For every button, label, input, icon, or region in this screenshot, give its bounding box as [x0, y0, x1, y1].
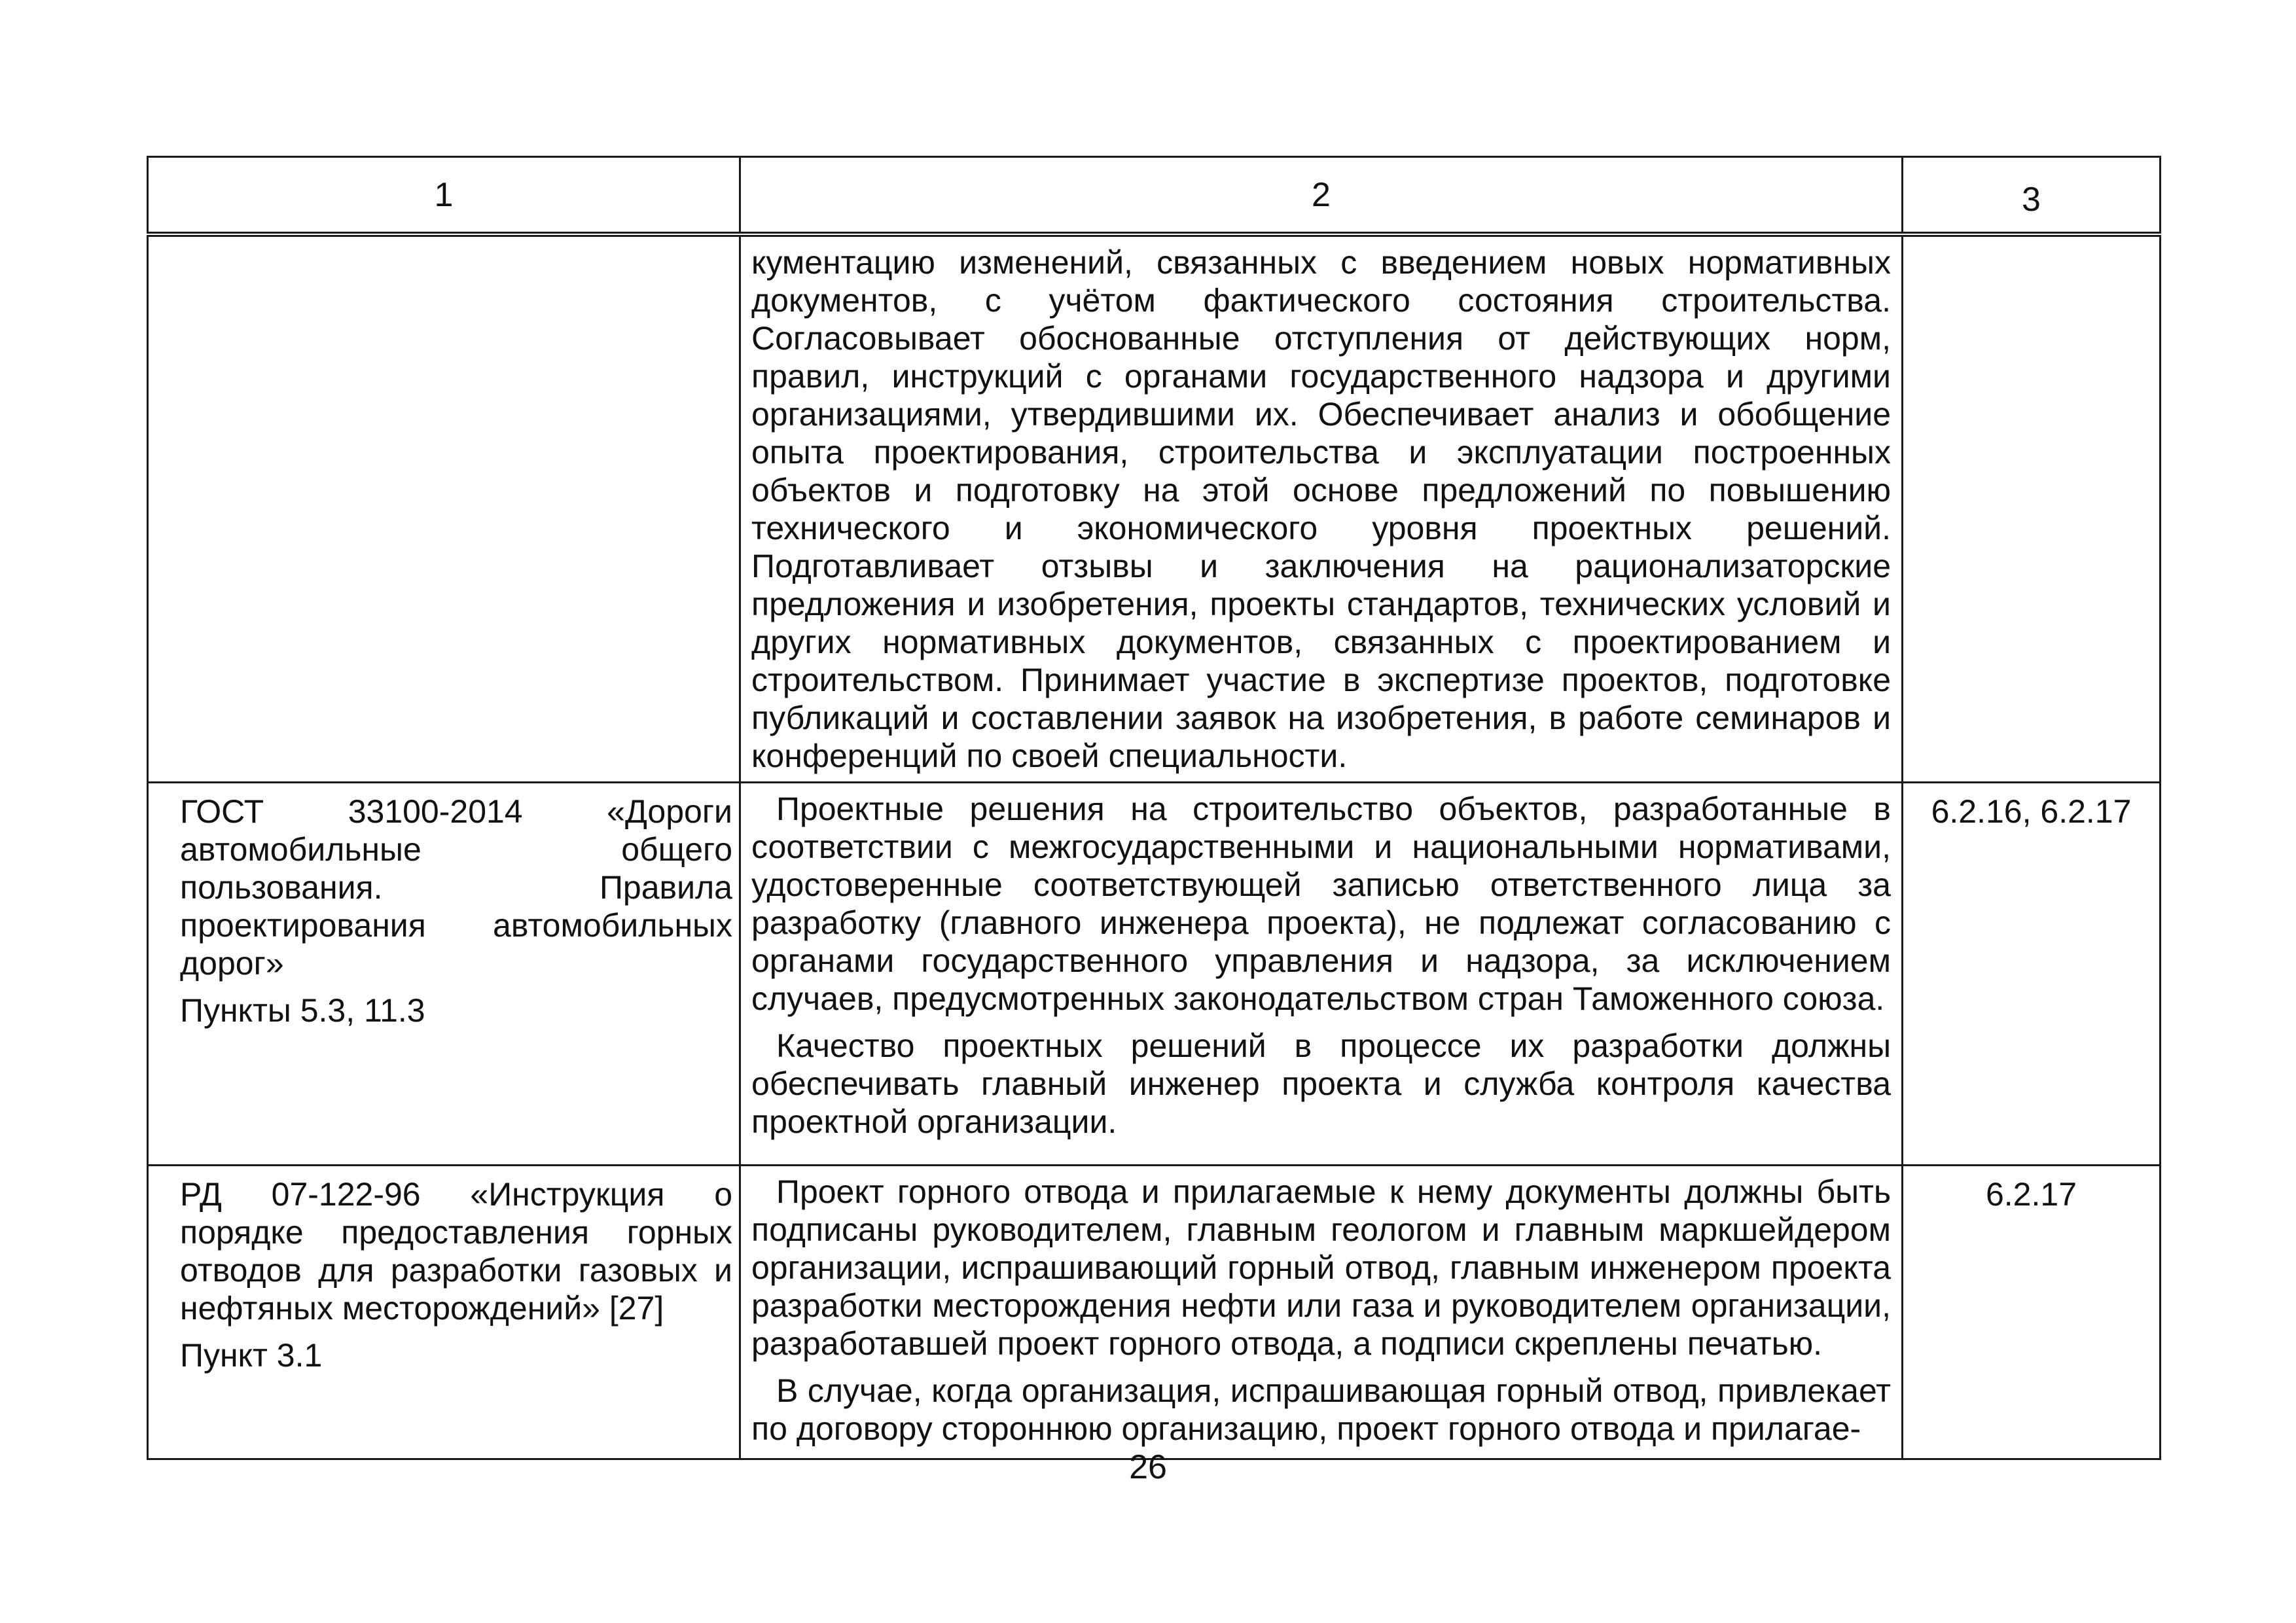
- content-cell: [740, 783, 1903, 1166]
- clauses-cell: 6.2.16, 6.2.17: [1903, 783, 2161, 1166]
- clauses-cell: [1903, 234, 2161, 783]
- column-header-3: 3: [1903, 157, 2161, 235]
- requirements-table: [147, 156, 2161, 1460]
- content-paragraph: кументацию изменений, связанных с введением новых нормативных документов, с учётом фактического состояния строительства. Согласовывает обоснованные отступления от действующих норм, правил, инструкций с органами государственного надзора и другими организациями, утвердившими их. Обеспечивает анализ и обобщение опыта проектирования, строительства и эксплуатации построенных объектов и подготовку на этой основе предложений по повышению технического и экономического уровня проектных решений. Подготавливает отзывы и заключения на рационализаторские предложения и изобретения, проекты стандартов, технических условий и других нормативных документов, связанных с проектированием и строительством. Принимает участие в экспертизе проектов, подготовке публикаций и составлении заявок на изобретения, в работе семинаров и конференций по своей специальности.: [751, 244, 1891, 774]
- reference-clauses: Пункт 3.1: [180, 1337, 323, 1374]
- reference-cell: [148, 783, 740, 1166]
- table-header-row: [148, 157, 2161, 235]
- content-cell: [740, 234, 1903, 783]
- clauses-cell: 6.2.17: [1903, 1166, 2161, 1459]
- content-paragraph: В случае, когда организация, испрашивающая горный отвод, привлекает по договору стороннюю организацию, проект горного отвода и прилагае-: [751, 1372, 1891, 1447]
- column-header-2: 2: [740, 157, 1903, 235]
- content-paragraph: Проект горного отвода и прилагаемые к нему документы должны быть подписаны руководителем, главным геологом и главным маркшейдером организации, испрашивающий горный отвод, главным инженером проекта разработки месторождения нефти или газа и руководителем организации, разработавшей проект горного отвода, а подписи скреплены печатью.: [751, 1173, 1891, 1362]
- column-header-1: 1: [148, 157, 740, 235]
- reference-clauses: Пункты 5.3, 11.3: [180, 992, 425, 1029]
- content-paragraph: Проектные решения на строительство объектов, разработанные в соответствии с межгосударственными и национальными нормативами, удостоверенные соответствующей записью ответственного лица за разработку (главного инженера проекта), не подлежат согласованию с органами государственного управления и надзора, за исключением случаев, предусмотренных законодательством стран Таможенного союза.: [751, 791, 1891, 1017]
- table-row: [148, 783, 2161, 1166]
- content-cell: [740, 1166, 1903, 1459]
- content-paragraph: Качество проектных решений в процессе их разработки должны обеспечивать главный инженер проекта и служба контроля качества проектной организации.: [751, 1027, 1891, 1140]
- reference-cell: [148, 234, 740, 783]
- table-row: [148, 1166, 2161, 1459]
- page-number: 26: [1129, 1448, 1167, 1486]
- table-row: [148, 234, 2161, 783]
- reference-cell: [148, 1166, 740, 1459]
- reference-document: РД 07-122-96 «Инструкция о порядке предоставления горных отводов для разработки газовых и нефтяных месторождений» [27]: [180, 1176, 732, 1327]
- reference-document: ГОСТ 33100-2014 «Дороги автомобильные общего пользования. Правила проектирования автомобильных дорог»: [180, 793, 732, 982]
